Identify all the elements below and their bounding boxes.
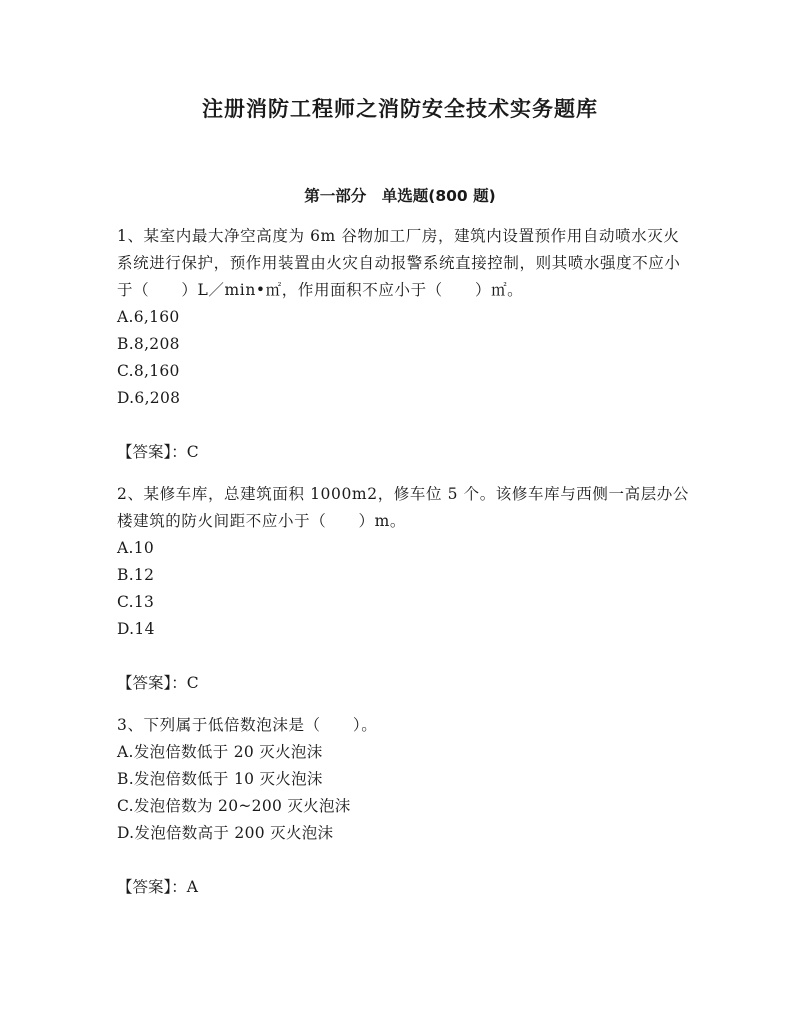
option-a: A.发泡倍数低于 20 灭火泡沫 bbox=[117, 743, 323, 761]
question-text: 2、某修车库，总建筑面积 1000m2，修车位 5 个。该修车库与西侧一高层办公楼建筑的防火间距不应小于（ ）m。 bbox=[117, 485, 690, 530]
option-d: D.6,208 bbox=[117, 389, 181, 407]
answer-line bbox=[117, 874, 689, 901]
answer-value: C bbox=[186, 674, 199, 692]
question-list bbox=[117, 223, 689, 916]
question-2 bbox=[117, 481, 689, 697]
answer-label: 【答案】： bbox=[117, 674, 187, 692]
option-c: C.8,160 bbox=[117, 362, 180, 380]
answer-value: A bbox=[186, 878, 198, 896]
option-a: A.6,160 bbox=[117, 308, 180, 326]
option-c: C.发泡倍数为 20~200 灭火泡沫 bbox=[117, 797, 351, 815]
answer-line bbox=[117, 439, 689, 466]
option-b: B.发泡倍数低于 10 灭火泡沫 bbox=[117, 770, 323, 788]
question-text: 3、下列属于低倍数泡沫是（ ）。 bbox=[117, 716, 378, 734]
option-b: B.12 bbox=[117, 566, 155, 584]
answer-label: 【答案】： bbox=[117, 443, 187, 461]
option-b: B.8,208 bbox=[117, 335, 180, 353]
answer-value: C bbox=[186, 443, 199, 461]
question-text: 1、某室内最大净空高度为 6m 谷物加工厂房，建筑内设置预作用自动喷水灭火系统进行保护，预作用装置由火灾自动报警系统直接控制，则其喷水强度不应小于（ ）L／min•㎡，作用面积不应小于（ ）㎡。 bbox=[117, 227, 681, 299]
option-d: D.14 bbox=[117, 620, 155, 638]
option-a: A.10 bbox=[117, 539, 155, 557]
question-3 bbox=[117, 712, 689, 901]
page-title: 注册消防工程师之消防安全技术实务题库 bbox=[202, 97, 598, 121]
answer-line bbox=[117, 670, 689, 697]
answer-label: 【答案】： bbox=[117, 878, 187, 896]
section-title: 第一部分 单选题(800 题) bbox=[304, 187, 496, 205]
option-c: C.13 bbox=[117, 593, 155, 611]
question-1 bbox=[117, 223, 689, 466]
option-d: D.发泡倍数高于 200 灭火泡沫 bbox=[117, 824, 334, 842]
